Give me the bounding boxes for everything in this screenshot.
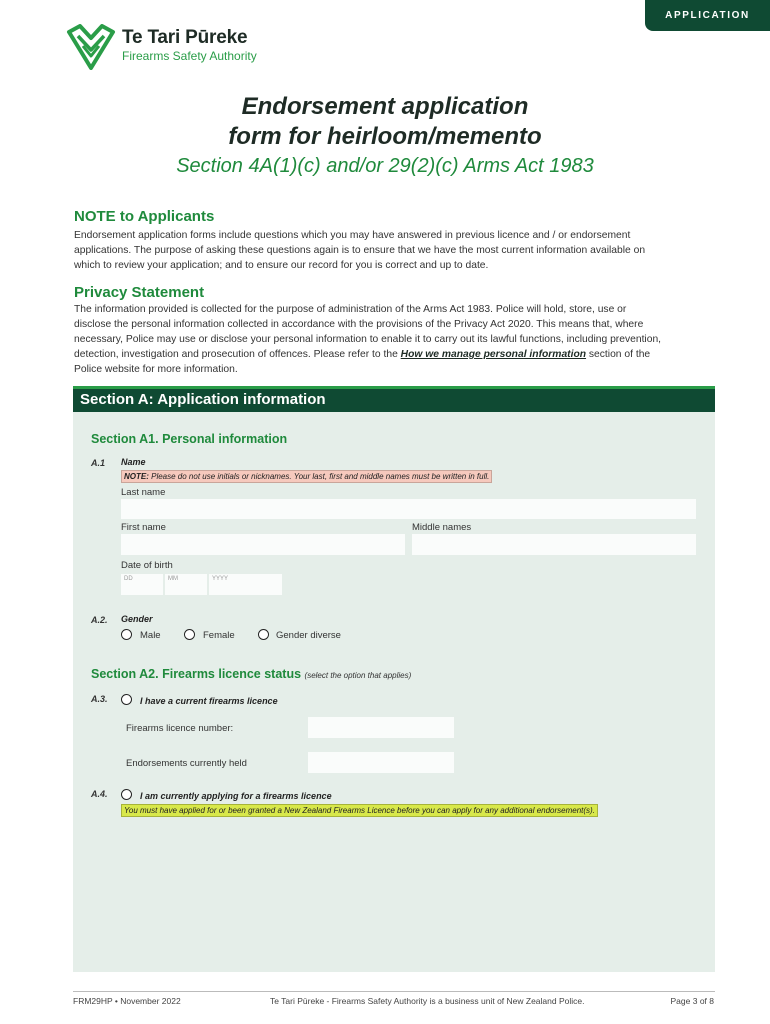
title-line-1: Endorsement application bbox=[241, 93, 529, 120]
privacy-line: disclose the personal information collected in accordance with the provisions of the Privacy Act 2020. This means that, where bbox=[74, 319, 644, 330]
endorsements-held-label: Endorsements currently held bbox=[126, 758, 247, 769]
name-note-bold: NOTE: bbox=[124, 472, 149, 481]
footer-page-number: Page 3 of 8 bbox=[670, 996, 714, 1006]
gender-male-radio[interactable] bbox=[121, 629, 132, 640]
privacy-link[interactable]: How we manage personal information bbox=[400, 349, 587, 360]
page-title bbox=[0, 92, 770, 152]
applying-licence-label: I am currently applying for a firearms licence bbox=[140, 791, 332, 801]
question-number-a2: A.2. bbox=[91, 615, 108, 625]
applying-licence-radio[interactable] bbox=[121, 789, 132, 800]
page-subtitle: Section 4A(1)(c) and/or 29(2)(c) Arms Act 1983 bbox=[176, 155, 594, 177]
gender-female-radio[interactable] bbox=[184, 629, 195, 640]
name-note bbox=[121, 470, 492, 483]
section-a2-hint: (select the option that applies) bbox=[304, 671, 412, 680]
footer-center-text: Te Tari Pūreke - Firearms Safety Authority is a business unit of New Zealand Police. bbox=[270, 996, 585, 1006]
privacy-line bbox=[74, 347, 724, 362]
logo bbox=[66, 24, 257, 70]
title-line-2: form for heirloom/memento bbox=[228, 123, 542, 150]
gender-female-label: Female bbox=[203, 630, 235, 641]
name-note-text: Please do not use initials or nicknames. Your last, first and middle names must be written in full. bbox=[148, 472, 490, 481]
note-line: which to review your application; and to ensure our record for you is correct and up to date. bbox=[74, 260, 489, 271]
gender-diverse-radio[interactable] bbox=[258, 629, 269, 640]
section-a-heading: Section A: Application information bbox=[73, 386, 715, 412]
current-licence-radio[interactable] bbox=[121, 694, 132, 705]
first-name-label: First name bbox=[121, 522, 166, 533]
first-name-field[interactable] bbox=[121, 534, 405, 555]
gender-male-label: Male bbox=[140, 630, 161, 641]
endorsements-held-field[interactable] bbox=[308, 752, 454, 773]
footer-divider bbox=[73, 991, 715, 992]
question-number-a1: A.1 bbox=[91, 458, 106, 468]
section-a2-title: Section A2. Firearms licence status bbox=[91, 667, 302, 681]
section-a1-heading: Section A1. Personal information bbox=[91, 432, 288, 446]
privacy-heading: Privacy Statement bbox=[74, 284, 205, 301]
privacy-paragraph bbox=[74, 302, 724, 377]
logo-subtitle: Firearms Safety Authority bbox=[122, 49, 257, 63]
applying-licence-note: You must have applied for or been granted a New Zealand Firearms Licence before you can apply for any additional endorsement(s). bbox=[121, 804, 598, 817]
dob-month-field[interactable]: MM bbox=[165, 574, 207, 595]
privacy-line: necessary, Police may use or disclose your personal information to enable it to carry out its lawful functions, including prevention, bbox=[74, 334, 662, 345]
question-number-a3: A.3. bbox=[91, 694, 108, 704]
last-name-field[interactable] bbox=[121, 499, 696, 519]
gender-question-label: Gender bbox=[121, 614, 153, 624]
licence-number-field[interactable] bbox=[308, 717, 454, 738]
middle-names-label: Middle names bbox=[412, 522, 472, 533]
name-question-label: Name bbox=[121, 457, 146, 467]
logo-mark-icon bbox=[66, 24, 116, 70]
current-licence-label: I have a current firearms licence bbox=[140, 696, 278, 706]
note-line: Endorsement application forms include questions which you may have answered in previous licence and / or endorsement bbox=[74, 230, 631, 241]
question-number-a4: A.4. bbox=[91, 789, 108, 799]
privacy-line: Police website for more information. bbox=[74, 364, 238, 375]
privacy-line: The information provided is collected for the purpose of administration of the Arms Act 1983. Police will hold, store, use or bbox=[74, 304, 627, 315]
middle-names-field[interactable] bbox=[412, 534, 696, 555]
dob-day-field[interactable]: DD bbox=[121, 574, 163, 595]
application-tab: APPLICATION bbox=[645, 0, 770, 31]
logo-name: Te Tari Pūreke bbox=[122, 27, 248, 48]
note-line: applications. The purpose of asking these questions again is to ensure that we have the most current information available on bbox=[74, 245, 646, 256]
privacy-line-text: section of the bbox=[586, 349, 651, 360]
section-a2-heading bbox=[91, 667, 411, 681]
note-paragraph bbox=[74, 228, 724, 273]
dob-label: Date of birth bbox=[121, 560, 173, 571]
last-name-label: Last name bbox=[121, 487, 166, 498]
footer-form-code: FRM29HP • November 2022 bbox=[73, 996, 181, 1006]
note-heading: NOTE to Applicants bbox=[74, 208, 215, 225]
gender-diverse-label: Gender diverse bbox=[276, 630, 341, 641]
dob-year-field[interactable]: YYYY bbox=[209, 574, 282, 595]
licence-number-label: Firearms licence number: bbox=[126, 723, 234, 734]
privacy-line-text: detection, investigation and prosecution of offences. Please refer to the bbox=[74, 349, 401, 360]
